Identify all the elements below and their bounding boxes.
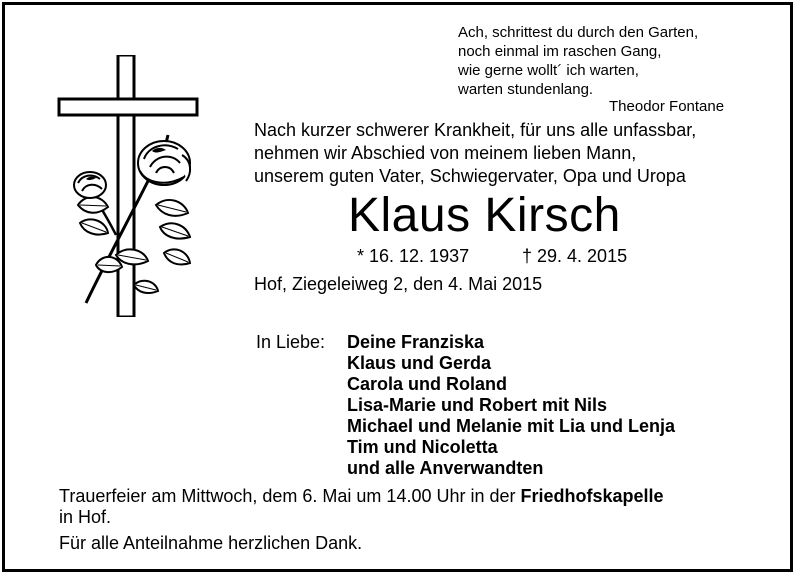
death-date: † 29. 4. 2015 [522,246,628,266]
mourner-name: und alle Anverwandten [347,458,544,478]
intro-line: Nach kurzer schwerer Krankheit, für uns alle unfassbar, [254,120,697,140]
service-text: Trauerfeier am Mittwoch, dem 6. Mai um 14.00 Uhr in der [59,486,521,506]
poem-author: Theodor Fontane [609,98,725,115]
birth-date: * 16. 12. 1937 [357,246,470,266]
mourner-name: Deine Franziska [347,332,485,352]
mourner-name: Tim und Nicoletta [347,437,498,457]
place-date: Hof, Ziegeleiweg 2, den 4. Mai 2015 [254,274,543,294]
poem-line: wie gerne wollt´ ich warten, [458,62,639,79]
cross-with-roses-icon [56,55,226,317]
poem-line: warten stundenlang. [458,81,594,98]
mourner-name: Michael und Melanie mit Lia und Lenja [347,416,676,436]
intro-line: unserem guten Vater, Schwiegervater, Opa und Uropa [254,166,686,186]
service-line [59,487,664,505]
poem-line: Ach, schrittest du durch den Garten, [458,24,699,41]
mourner-name: Lisa-Marie und Robert mit Nils [347,395,608,415]
service-location: Friedhofskapelle [520,486,664,506]
intro-line: nehmen wir Abschied von meinem lieben Mann, [254,143,637,163]
service-line-2: in Hof. [59,507,112,527]
deceased-name: Klaus Kirsch [348,189,621,242]
poem-line: noch einmal im raschen Gang, [458,43,662,60]
mourner-name: Klaus und Gerda [347,353,492,373]
mourner-name: Carola und Roland [347,374,508,394]
thanks-line: Für alle Anteilnahme herzlichen Dank. [59,533,363,553]
mourners-label: In Liebe: [256,332,326,352]
